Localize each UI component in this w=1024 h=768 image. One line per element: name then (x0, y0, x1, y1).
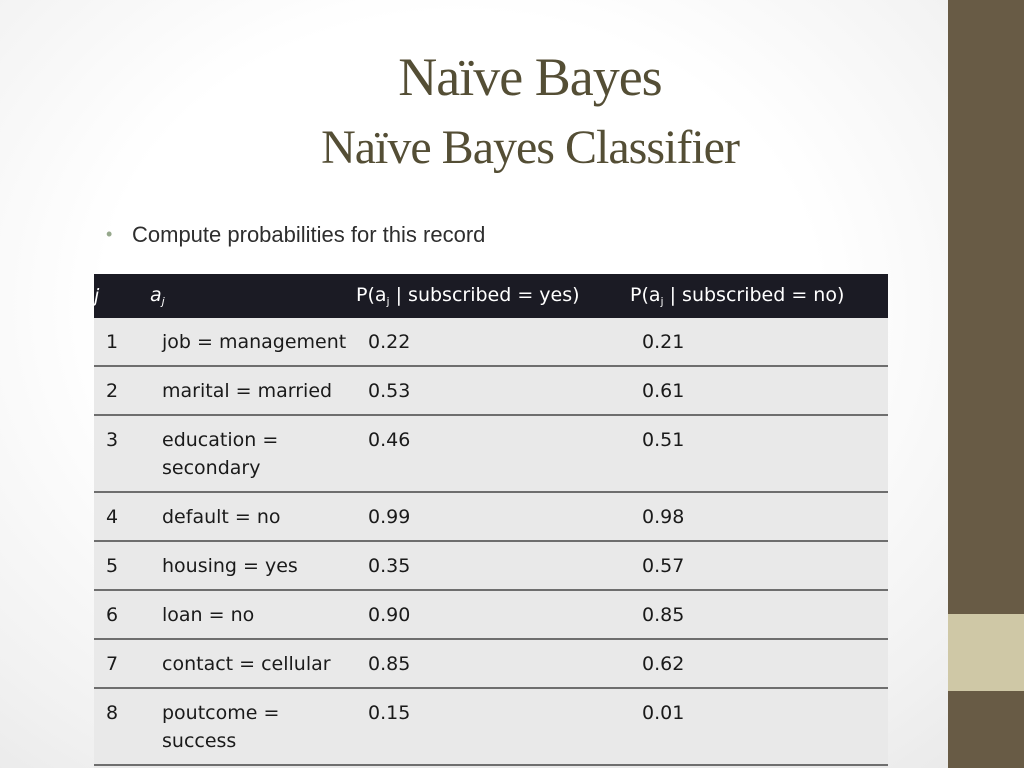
cell-attribute (150, 366, 356, 415)
cell-attribute (150, 415, 356, 492)
cell-j: 5 (94, 541, 150, 590)
cell-attribute-line1: marital = married (162, 380, 333, 402)
table-row (94, 415, 888, 492)
cell-p-yes: 0.15 (356, 688, 630, 765)
probability-table-container (94, 274, 888, 768)
cell-j: 3 (94, 415, 150, 492)
cell-p-yes: 0.85 (356, 639, 630, 688)
slide-title-block (150, 47, 910, 174)
cell-attribute-line1: housing = yes (162, 555, 298, 577)
cell-p-yes: 0.53 (356, 366, 630, 415)
cell-attribute-line1: default = no (162, 506, 281, 528)
cell-p-no: 0.51 (630, 415, 888, 492)
cell-attribute (150, 492, 356, 541)
cell-p-yes: 0.99 (356, 492, 630, 541)
cell-p-no: 0.62 (630, 639, 888, 688)
slide-title: Naïve Bayes (398, 47, 662, 107)
header-p-no-suffix: | subscribed = no) (663, 284, 845, 306)
cell-p-no: 0.85 (630, 590, 888, 639)
header-p-yes-suffix: | subscribed = yes) (389, 284, 580, 306)
cell-p-no: 0.61 (630, 366, 888, 415)
table-row (94, 318, 888, 366)
cell-attribute-line1: education = (162, 429, 279, 451)
table-row (94, 590, 888, 639)
cell-p-yes: 0.35 (356, 541, 630, 590)
cell-attribute-line1: poutcome = (162, 702, 280, 724)
cell-j: 4 (94, 492, 150, 541)
slide-subtitle: Naïve Bayes Classifier (321, 121, 739, 174)
header-p-yes (356, 274, 630, 318)
header-attribute (150, 274, 356, 318)
header-attribute-sub: j (161, 295, 165, 308)
cell-attribute-line2: secondary (162, 457, 261, 479)
cell-j: 1 (94, 318, 150, 366)
header-p-yes-prefix: P(a (356, 284, 387, 306)
table-row (94, 366, 888, 415)
table-header-row (94, 274, 888, 318)
cell-attribute (150, 318, 356, 366)
bullet-marker: • (106, 224, 113, 244)
table-row (94, 541, 888, 590)
cell-attribute (150, 639, 356, 688)
table-row (94, 688, 888, 765)
cell-p-yes: 0.46 (356, 415, 630, 492)
cell-j: 2 (94, 366, 150, 415)
cell-p-no: 0.57 (630, 541, 888, 590)
probability-table (94, 274, 888, 766)
header-p-no-sub: j (660, 295, 664, 308)
bullet-item (106, 222, 485, 248)
header-attribute-main: a (150, 284, 162, 306)
header-p-no-prefix: P(a (630, 284, 661, 306)
cell-p-yes: 0.90 (356, 590, 630, 639)
cell-attribute-line1: contact = cellular (162, 653, 331, 675)
header-p-no (630, 274, 888, 318)
cell-attribute-line1: job = management (162, 331, 347, 353)
cell-attribute-line2: success (162, 730, 237, 752)
cell-j: 6 (94, 590, 150, 639)
header-j: j (94, 285, 100, 307)
cell-p-no: 0.21 (630, 318, 888, 366)
cell-p-no: 0.01 (630, 688, 888, 765)
header-p-yes-sub: j (386, 295, 390, 308)
table-row (94, 639, 888, 688)
cell-j: 7 (94, 639, 150, 688)
cell-attribute-line1: loan = no (162, 604, 255, 626)
table-row (94, 492, 888, 541)
bullet-text: Compute probabilities for this record (132, 222, 486, 247)
slide-sidebar-accent (948, 614, 1024, 691)
cell-j: 8 (94, 688, 150, 765)
cell-attribute (150, 688, 356, 765)
cell-p-yes: 0.22 (356, 318, 630, 366)
cell-p-no: 0.98 (630, 492, 888, 541)
cell-attribute (150, 541, 356, 590)
cell-attribute (150, 590, 356, 639)
